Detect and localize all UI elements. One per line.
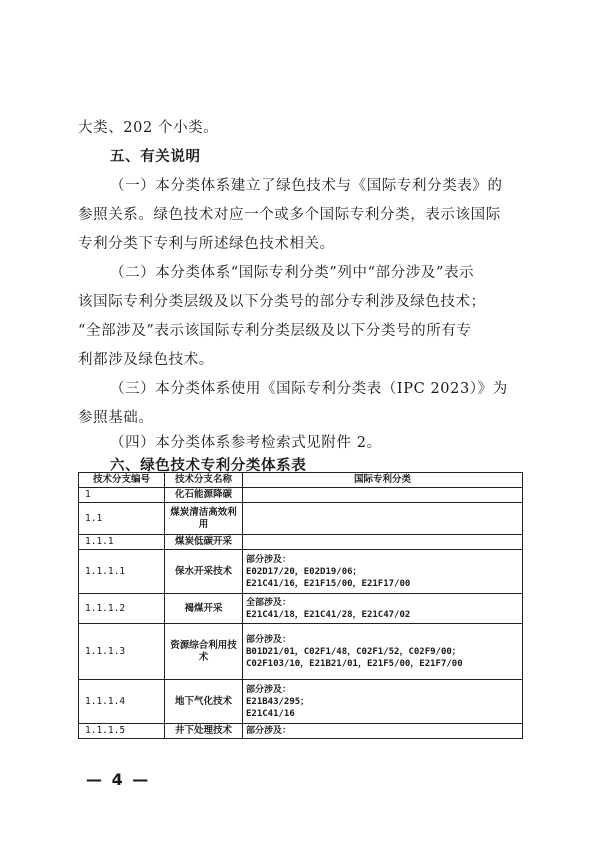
header-name: 技术分支名称 bbox=[165, 473, 243, 488]
row-ipc bbox=[243, 624, 523, 680]
ipc-line: 部分涉及： bbox=[246, 726, 292, 736]
row-ipc bbox=[243, 594, 523, 624]
row-ipc bbox=[243, 680, 523, 724]
paragraph-line: （一）本分类体系建立了绿色技术与《国际专利分类表》的 bbox=[110, 178, 503, 194]
ipc-line: 全部涉及： bbox=[246, 597, 292, 608]
row-code: 1.1.1 bbox=[79, 535, 165, 550]
row-code: 1.1.1.3 bbox=[79, 624, 165, 680]
row-code: 1.1.1.1 bbox=[79, 550, 165, 594]
ipc-line: B01D21/01，C02F1/48，C02F1/52，C02F9/00； bbox=[246, 646, 461, 657]
row-name: 资源综合利用技术 bbox=[165, 624, 243, 680]
ipc-line: E21C41/16，E21F15/00，E21F17/00 bbox=[246, 578, 411, 589]
table-row bbox=[79, 503, 523, 535]
row-name: 井下处理技术 bbox=[165, 724, 243, 739]
paragraph-line: “全部涉及”表示该国际专利分类层级及以下分类号的所有专 bbox=[78, 323, 472, 339]
row-name: 化石能源降碳 bbox=[165, 488, 243, 503]
row-ipc bbox=[243, 535, 523, 550]
table-row bbox=[79, 594, 523, 624]
row-code: 1.1.1.2 bbox=[79, 594, 165, 624]
ipc-line: E02D17/20，E02D19/06； bbox=[246, 566, 362, 577]
ipc-line: E21B43/295； bbox=[246, 696, 310, 707]
row-code: 1 bbox=[79, 488, 165, 503]
paragraph-line: 参照基础。 bbox=[78, 410, 154, 426]
ipc-line: E21C41/18，E21C41/28，E21C47/02 bbox=[246, 609, 411, 620]
ipc-line: C02F103/10，E21B21/01，E21F5/00，E21F7/00 bbox=[246, 658, 463, 669]
table-row bbox=[79, 624, 523, 680]
paragraph-line: （四）本分类体系参考检索式见附件 2。 bbox=[110, 435, 382, 451]
row-name: 褐煤开采 bbox=[165, 594, 243, 624]
row-code: 1.1.1.4 bbox=[79, 680, 165, 724]
paragraph-line: （三）本分类体系使用《国际专利分类表（IPC 2023）》为 bbox=[110, 381, 508, 397]
ipc-line: E21C41/16 bbox=[246, 708, 295, 719]
ipc-line: 部分涉及： bbox=[246, 684, 292, 695]
table-row bbox=[79, 488, 523, 503]
paragraph-line: 大类、202 个小类。 bbox=[78, 120, 219, 136]
table-row bbox=[79, 550, 523, 594]
paragraph-line: 利都涉及绿色技术。 bbox=[78, 352, 214, 368]
table-title: 六、绿色技术专利分类体系表 bbox=[110, 458, 307, 474]
page-number: — 4 — bbox=[86, 770, 151, 789]
paragraph-line: 该国际专利分类层级及以下分类号的部分专利涉及绿色技术； bbox=[78, 294, 486, 310]
row-ipc bbox=[243, 724, 523, 739]
classification-table bbox=[78, 472, 523, 739]
row-name: 保水开采技术 bbox=[165, 550, 243, 594]
row-name: 煤炭清洁高效利用 bbox=[165, 503, 243, 535]
row-code: 1.1 bbox=[79, 503, 165, 535]
ipc-line: 部分涉及： bbox=[246, 554, 292, 565]
row-ipc bbox=[243, 503, 523, 535]
section-heading: 五、有关说明 bbox=[110, 149, 201, 165]
paragraph-line: 专利分类下专利与所述绿色技术相关。 bbox=[78, 236, 335, 252]
table-row bbox=[79, 724, 523, 739]
header-ipc: 国际专利分类 bbox=[243, 473, 523, 488]
table-header-row bbox=[79, 473, 523, 488]
row-name: 地下气化技术 bbox=[165, 680, 243, 724]
row-ipc bbox=[243, 488, 523, 503]
paragraph-line: （二）本分类体系“国际专利分类”列中“部分涉及”表示 bbox=[110, 265, 475, 281]
row-name: 煤炭低碳开采 bbox=[165, 535, 243, 550]
header-code: 技术分支编号 bbox=[79, 473, 165, 488]
row-code: 1.1.1.5 bbox=[79, 724, 165, 739]
row-ipc bbox=[243, 550, 523, 594]
table-row bbox=[79, 680, 523, 724]
ipc-line: 部分涉及： bbox=[246, 634, 292, 645]
table-row bbox=[79, 535, 523, 550]
paragraph-line: 参照关系。绿色技术对应一个或多个国际专利分类，表示该国际 bbox=[78, 207, 501, 223]
